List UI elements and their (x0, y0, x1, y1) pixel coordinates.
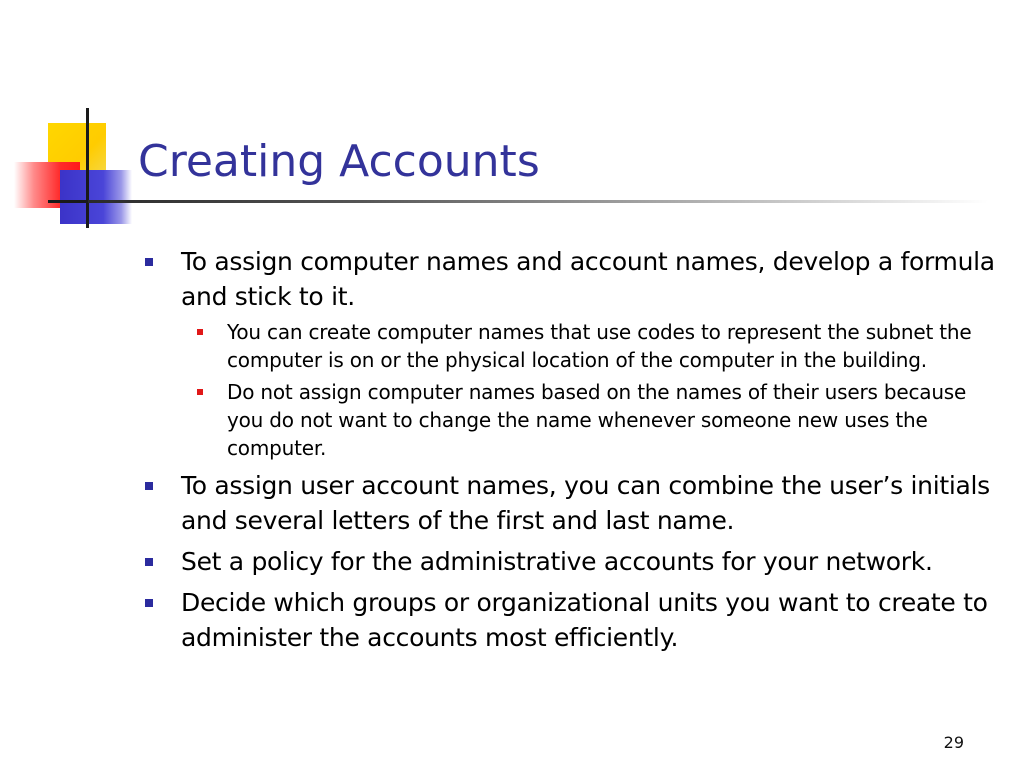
bullet-item (145, 544, 1005, 579)
bullet-item (145, 244, 1005, 462)
sub-bullet-item (181, 378, 1005, 462)
bullet-square-icon (145, 599, 153, 607)
slide-content (145, 244, 1005, 661)
blue-square-decoration (60, 170, 132, 224)
vertical-line-decoration (86, 108, 89, 228)
bullet-item (145, 585, 1005, 655)
bullet-text: To assign user account names, you can combine the user’s initials and several letters of the first and last name. (181, 471, 990, 535)
sub-bullet-item (181, 318, 1005, 374)
title-underline-rule (88, 200, 988, 203)
sub-bullet-square-icon (197, 389, 203, 395)
slide-title: Creating Accounts (138, 136, 540, 187)
page-number: 29 (943, 733, 964, 752)
bullet-list (145, 244, 1005, 655)
horizontal-line-decoration (48, 200, 90, 203)
sub-bullet-text: Do not assign computer names based on the names of their users because you do not want to change the name whenever someone new uses the computer. (227, 380, 967, 460)
bullet-text: Decide which groups or organizational units you want to create to administer the accounts most efficiently. (181, 588, 988, 652)
sub-bullet-square-icon (197, 329, 203, 335)
bullet-square-icon (145, 258, 153, 266)
bullet-square-icon (145, 558, 153, 566)
sub-bullet-list (181, 318, 1005, 462)
bullet-text: Set a policy for the administrative accounts for your network. (181, 547, 933, 576)
bullet-square-icon (145, 482, 153, 490)
sub-bullet-text: You can create computer names that use codes to represent the subnet the computer is on or the physical location of the computer in the building. (227, 320, 972, 372)
slide-logo-decoration (0, 100, 140, 240)
bullet-text: To assign computer names and account names, develop a formula and stick to it. (181, 247, 995, 311)
bullet-item (145, 468, 1005, 538)
